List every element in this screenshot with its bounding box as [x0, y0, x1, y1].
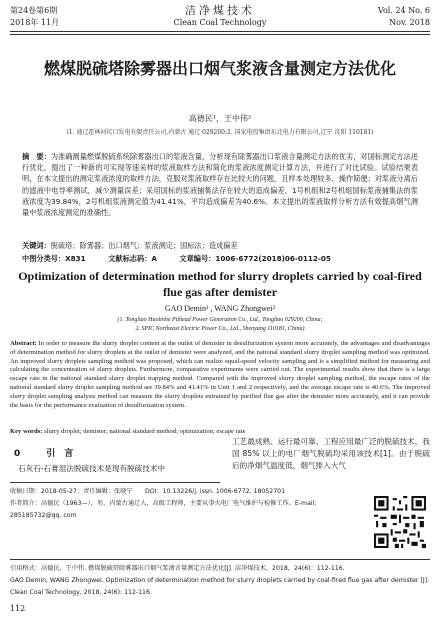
page-number: 112 [10, 604, 26, 613]
section-heading-introduction [14, 446, 99, 459]
authors-en: GAO Demin¹ , WANG Zhongwei² [164, 304, 276, 313]
date-cn: 2018年 11月 [10, 18, 60, 27]
footnote-rule [10, 482, 220, 483]
volume-issue-cn: 第24卷第6期 [10, 6, 58, 15]
abstract-cn-text: 为准确测量燃煤脱硫系统除雾器出口的浆液含量，分析现有除雾器出口浆液含量测定方法的优劣，对国标测定方法进行优化，提出了一种新的可实现等速采样的浆液取样方法和简化的浆液浓度测定计算方法，并进行了对比试验。试验结果表明，在本文提出的测定浆液浓度的取样方法，克服对浆液取样存在比较大的问题，且样本处理较多，操作简便；对浆液分离后的滤液中电导率测试，减少测量误差；采用国标的浆液捕集法存在较大的造成偏差，1号机组和2号机组国标浆液捕集法的浆液浓度为39.84%，2号机组浆液测定值为41.41%，平均造成偏差为40.6%。本文提出的浆液取样分析方法有效提高烟气测量中浆液浓度测定的准确性。 [22, 152, 418, 218]
intro-paragraph-left: 石灰石-石膏湿法脱硫技术是现有脱硫技术中 [18, 464, 166, 473]
title-en: Optimization of determination method for slurry droplets carried by coal-fired flue gas after demister [18, 269, 422, 299]
header-rule-thin [10, 34, 430, 35]
affiliations-en [20, 316, 420, 333]
journal-name-en: Clean Coal Technology [173, 18, 267, 27]
footnote-author-bio: 作者简介：高德民（1963—），男，内蒙古通辽人，高级工程师，主要从事火电厂电气维护与检修工作。E-mail：285185732@qq. com [10, 500, 321, 519]
title-cn: 燃煤脱硫塔除雾器出口烟气浆液含量测定方法优化 [43, 59, 396, 78]
date-en: Nov. 2018 [389, 18, 430, 27]
citation-en: GAO Demin, WANG Zhongwei. Optimization of determination method for slurry droplets carried by coal-fired flue gas after demister [J]. Clean Coal Technology, 2018, 24(6): 112-116. [10, 577, 430, 596]
footnotes [10, 486, 355, 522]
journal-name-cn: 洁净煤技术 [185, 4, 255, 17]
footnote-received: 收稿日期：2018-05-27；责任编辑：张晓宁 DOI：10.13226/j. issn. 1006-6772. 18052701 [10, 488, 286, 495]
qr-code-icon [374, 496, 426, 548]
abstract-cn [22, 151, 418, 218]
intro-paragraph-right: 工艺最成熟、运行最可靠、工程应用最广泛的脱硫技术，我国 85% 以上的电厂烟气脱硫均采用该技术[1]。由于脱硫后的净烟气温度低，烟气排入大气 [232, 437, 430, 470]
keywords-cn-label: 关键词： [22, 241, 51, 250]
clc-number: 中图分类号：X831 [22, 254, 86, 263]
document-code: 文献标志码：A [108, 254, 157, 263]
section-title: 引 言 [46, 449, 74, 459]
abstract-cn-label: 摘 要： [22, 152, 51, 161]
affiliation-en-1: (1. Tongliao Huolinhe Pithead Power Generation Co., Ltd., Tongliao 029200, China; [117, 317, 323, 323]
citation-format [10, 563, 430, 599]
abstract-en [10, 340, 430, 410]
keywords-en-label: Key words: [10, 428, 43, 435]
article-number: 文章编号：1006-6772(2018)06-0112-05 [179, 254, 331, 263]
authors-cn: 高德民¹，王中伟² [188, 114, 252, 123]
keywords-cn-text: 脱硫塔；除雾器；出口烟气；浆液测定；国标法；造成偏差 [50, 241, 238, 250]
citation-cn: 引用格式：高德民，王中伟. 燃煤脱硫塔除雾器出口烟气浆液含量测定方法优化[J]. 洁净煤技术，2018，24(6)：112-116. [10, 565, 345, 572]
abstract-en-label: Abstract: [10, 340, 37, 347]
header-rule-thick [10, 31, 430, 32]
keywords-en-text: slurry droplet; demister; national standard method; optimization; escape rate [44, 428, 246, 435]
classification-line [22, 254, 418, 264]
abstract-en-text: In order to measure the slurry droplet content at the outlet of demister in desulfurization system more accurately, the advantages and disadvantages of determination method for slurry droplets at the outlet of demister were analyzed, and the national standard slurry droplet sampling method was optimized. An improved slurry droplets sampling method was proposed, which can realize equal-speed velocity sampling and is a simplified method for measuring and calculating the concentration of slurry droplets. Furthermore, comparative experiments were carried out. The experimental results show that there is a large escape rate in the national standard slurry droplet trapping method. Compared with the improved slurry droplet sampling method, the escape rates of the national standard slurry droplet sampling method are 39.84% and 41.41% in Unit 1 and 2 respectively, and the average escape rate is 40.6%. The improved slurry droplet sampling analysis method can measure the slurry droplets entrained by purified flue gas after the demister more accurately, and it can provide the basis for the performance evaluation of desulfurization system. [10, 340, 430, 409]
citation-rule [10, 559, 430, 560]
affiliations-cn: (1. 通辽霍林河坑口发电有限责任公司,内蒙古 通辽 029200;2. 国家电投集团东北电力有限公司,辽宁 沈阳 110181) [66, 129, 374, 136]
volume-issue-en: Vol. 24 No. 6 [377, 6, 430, 15]
keywords-cn [22, 241, 418, 251]
section-number: 0 [14, 449, 21, 459]
affiliation-en-2: 2. SPIC Northeast Electric Power Co., Ltd., Shenyang 110181, China) [135, 325, 305, 332]
